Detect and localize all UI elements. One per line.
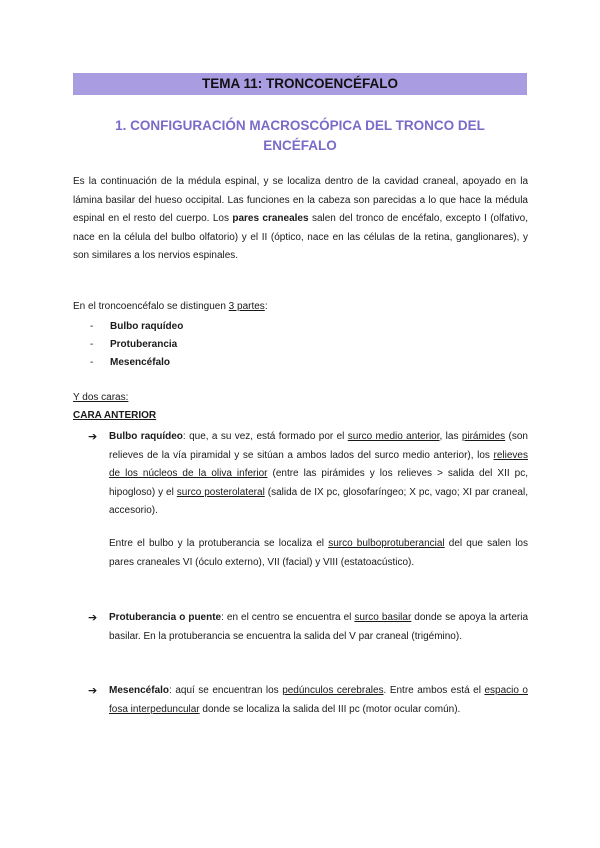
list-item bbox=[90, 336, 183, 354]
bulbo-p2b: del que salen los pares craneales VI (óculo externo), VII (facial) y VIII (estatoacústico). bbox=[109, 538, 528, 568]
mesencefalo-t2: . Entre ambos está el bbox=[383, 685, 485, 696]
parts-lead bbox=[73, 298, 528, 317]
protuberancia-t2: donde se apoya la arteria basilar. En la protuberancia se encuentra la salida del V par craneal (trigémino). bbox=[109, 612, 529, 642]
bulbo-u2: pirámides bbox=[461, 431, 506, 442]
parts-lead-text: En el troncoencéfalo se distinguen bbox=[73, 301, 229, 312]
parts-lead-end: : bbox=[264, 301, 268, 312]
mesencefalo-u1: pedúnculos cerebrales bbox=[282, 685, 384, 696]
mesencefalo-text bbox=[109, 682, 528, 719]
bulbo-text bbox=[109, 428, 528, 521]
bulbo-p2a: Entre el bulbo y la protuberancia se localiza el bbox=[109, 538, 329, 549]
list-item bbox=[90, 354, 183, 372]
section-heading-text: CONFIGURACIÓN MACROSCÓPICA DEL TRONCO DEL ENCÉFALO bbox=[130, 118, 485, 153]
bulbo-p2-text bbox=[109, 535, 528, 572]
protuberancia-name: Protuberancia o puente bbox=[109, 612, 222, 623]
protuberancia-text bbox=[109, 609, 528, 646]
faces-intro bbox=[73, 389, 528, 408]
protuberancia-t1: : en el centro se encuentra el bbox=[221, 612, 355, 623]
bulbo-t1: : que, a su vez, está formado por el bbox=[182, 431, 348, 442]
document-title: TEMA 11: TRONCOENCÉFALO bbox=[73, 73, 527, 95]
arrow-icon: ➔ bbox=[88, 685, 98, 697]
arrow-icon: ➔ bbox=[88, 612, 98, 624]
mesencefalo-t1: : aquí se encuentran los bbox=[169, 685, 283, 696]
bulbo-t5: (salida de IX pc, glosofaríngeo; X pc, vago; XI par craneal, accesorio). bbox=[109, 486, 528, 517]
section-heading bbox=[80, 116, 520, 156]
cara-anterior-text: CARA ANTERIOR bbox=[73, 410, 157, 421]
mesencefalo-t3: donde se localiza la salida del III pc (motor ocular común). bbox=[199, 703, 461, 715]
intro-paragraph bbox=[73, 173, 528, 266]
bulbo-t2: , las bbox=[439, 431, 462, 442]
list-dash: - bbox=[90, 321, 94, 332]
bulbo-u3: relieves de los núcleos de la oliva inferior bbox=[109, 449, 528, 480]
list-item-label: Mesencéfalo bbox=[110, 357, 171, 368]
list-item-label: Bulbo raquídeo bbox=[110, 321, 184, 332]
list-item-label: Protuberancia bbox=[110, 339, 178, 350]
mesencefalo-u2: espacio o fosa interpeduncular bbox=[109, 685, 528, 715]
protuberancia-u1: surco basilar bbox=[354, 612, 412, 623]
section-number: 1. bbox=[115, 118, 127, 133]
cara-anterior-heading bbox=[73, 407, 528, 426]
mesencefalo-name: Mesencéfalo bbox=[109, 685, 170, 696]
list-dash: - bbox=[90, 339, 94, 350]
intro-text-1: Es la continuación de la médula espinal, y se localiza dentro de la cavidad craneal, apoyado en la lámina basilar del hueso occipital. Las funciones en la cabeza son parecidas a lo que hace la médula espinal en el resto del cuerpo. Los bbox=[73, 176, 528, 225]
arrow-icon: ➔ bbox=[88, 431, 98, 443]
list-item bbox=[90, 318, 183, 336]
bulbo-name: Bulbo raquídeo bbox=[109, 431, 183, 442]
bulbo-t3: (son relieves de la vía piramidal y se sitúan a ambos lados del surco medio anterior), los bbox=[109, 431, 528, 461]
bulbo-u1: surco medio anterior bbox=[347, 431, 440, 442]
intro-bold-pares: pares craneales bbox=[232, 213, 309, 225]
bulbo-u4: surco posterolateral bbox=[176, 486, 265, 498]
bulbo-t4: (entre las pirámides y los relieves > salida del XII pc, hipogloso) y el bbox=[109, 468, 528, 498]
parts-list bbox=[90, 318, 183, 372]
faces-intro-text: Y dos caras: bbox=[73, 392, 129, 403]
parts-lead-underline: 3 partes bbox=[228, 301, 265, 312]
intro-text-2: salen del tronco de encéfalo, excepto I (olfativo, nace en la célula del bulbo olfatorio) y el II (óptico, nace en las células de la retina, ganglionares), y son similares a los nervios espinales. bbox=[73, 213, 528, 262]
list-dash: - bbox=[90, 357, 94, 368]
bulbo-p2u: surco bulboprotuberancial bbox=[328, 538, 445, 549]
